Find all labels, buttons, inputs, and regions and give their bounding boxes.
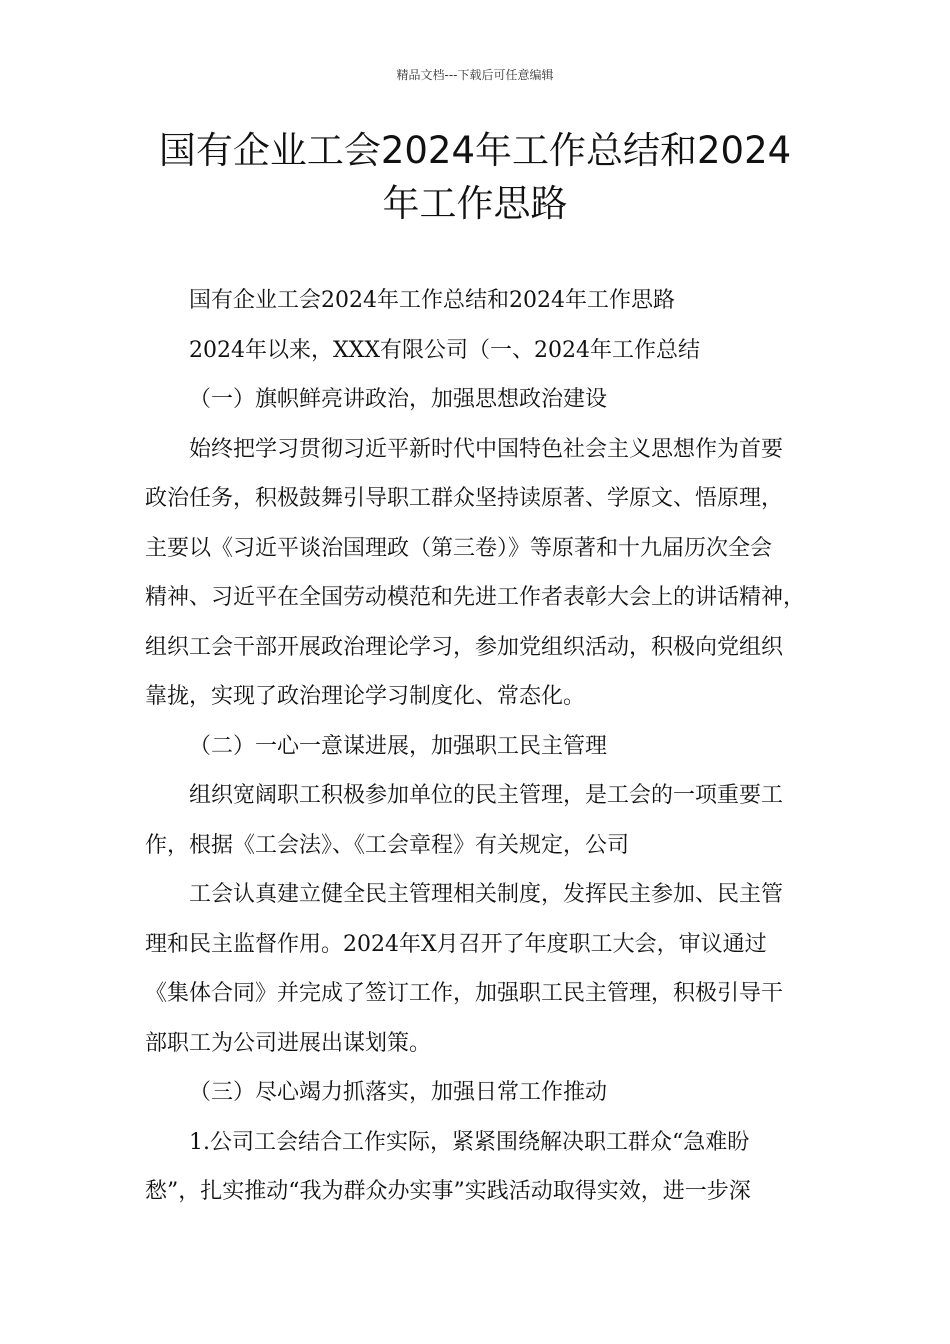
document-title <box>145 124 805 230</box>
paragraph-intro <box>145 326 805 376</box>
paragraph-line: （二）一心一意谋进展，加强职工民主管理 <box>189 733 608 759</box>
paragraph-political-study <box>145 425 805 722</box>
paragraph-line: 主要以《习近平谈治国理政（第三卷）》等原著和十九届历次全会 <box>145 535 773 561</box>
paragraph-item-1 <box>145 1118 805 1217</box>
title-line-1: 国有企业工会2024年工作总结和2024 <box>158 129 792 172</box>
paragraph-line: 组织宽阔职工积极参加单位的民主管理，是工会的一项重要工 <box>189 783 784 808</box>
paragraph-line: 精神、习近平在全国劳动模范和先进工作者表彰大会上的讲话精神， <box>145 585 806 610</box>
paragraph-line: 始终把学习贯彻习近平新时代中国特色社会主义思想作为首要 <box>189 436 784 462</box>
paragraph-line: 2024年以来，XXX有限公司（一、2024年工作总结 <box>189 337 700 363</box>
paragraph-repeat-title <box>145 276 805 326</box>
paragraph-line: 部职工为公司进展出谋划策。 <box>145 1030 432 1056</box>
paragraph-line: 工会认真建立健全民主管理相关制度，发挥民主参加、民主管 <box>189 882 784 907</box>
document-body <box>145 276 805 1217</box>
paragraph-line: 作，根据《工会法》、《工会章程》有关规定，公司 <box>145 832 630 858</box>
paragraph-line: 国有企业工会2024年工作总结和2024年工作思路 <box>189 288 675 313</box>
paragraph-line: 政治任务，积极鼓舞引导职工群众坚持读原著、学原文、悟原理， <box>145 486 784 511</box>
paragraph-line: 理和民主监督作用。2024年X月召开了年度职工大会，审议通过 <box>145 931 767 957</box>
paragraph-line: （三）尽心竭力抓落实，加强日常工作推动 <box>189 1080 608 1105</box>
section-heading-2 <box>145 722 805 772</box>
paragraph-line: （一）旗帜鲜亮讲政治，加强思想政治建设 <box>189 387 608 412</box>
paragraph-union-system <box>145 870 805 1068</box>
paragraph-line: 《集体合同》并完成了签订工作，加强职工民主管理，积极引导干 <box>145 981 784 1006</box>
section-heading-1 <box>145 375 805 425</box>
paragraph-line: 组织工会干部开展政治理论学习，参加党组织活动，积极向党组织 <box>145 634 784 660</box>
paragraph-line: 1.公司工会结合工作实际，紧紧围绕解决职工群众“急难盼 <box>189 1129 750 1155</box>
paragraph-line: 愁”，扎实推动“我为群众办实事”实践活动取得实效，进一步深 <box>145 1179 751 1204</box>
title-line-2: 年工作思路 <box>382 182 568 225</box>
document-header-note: 精品文档---下载后可任意编辑 <box>396 68 554 82</box>
paragraph-line: 靠拢，实现了政治理论学习制度化、常态化。 <box>145 684 586 709</box>
paragraph-democratic-management <box>145 771 805 870</box>
section-heading-3 <box>145 1068 805 1118</box>
